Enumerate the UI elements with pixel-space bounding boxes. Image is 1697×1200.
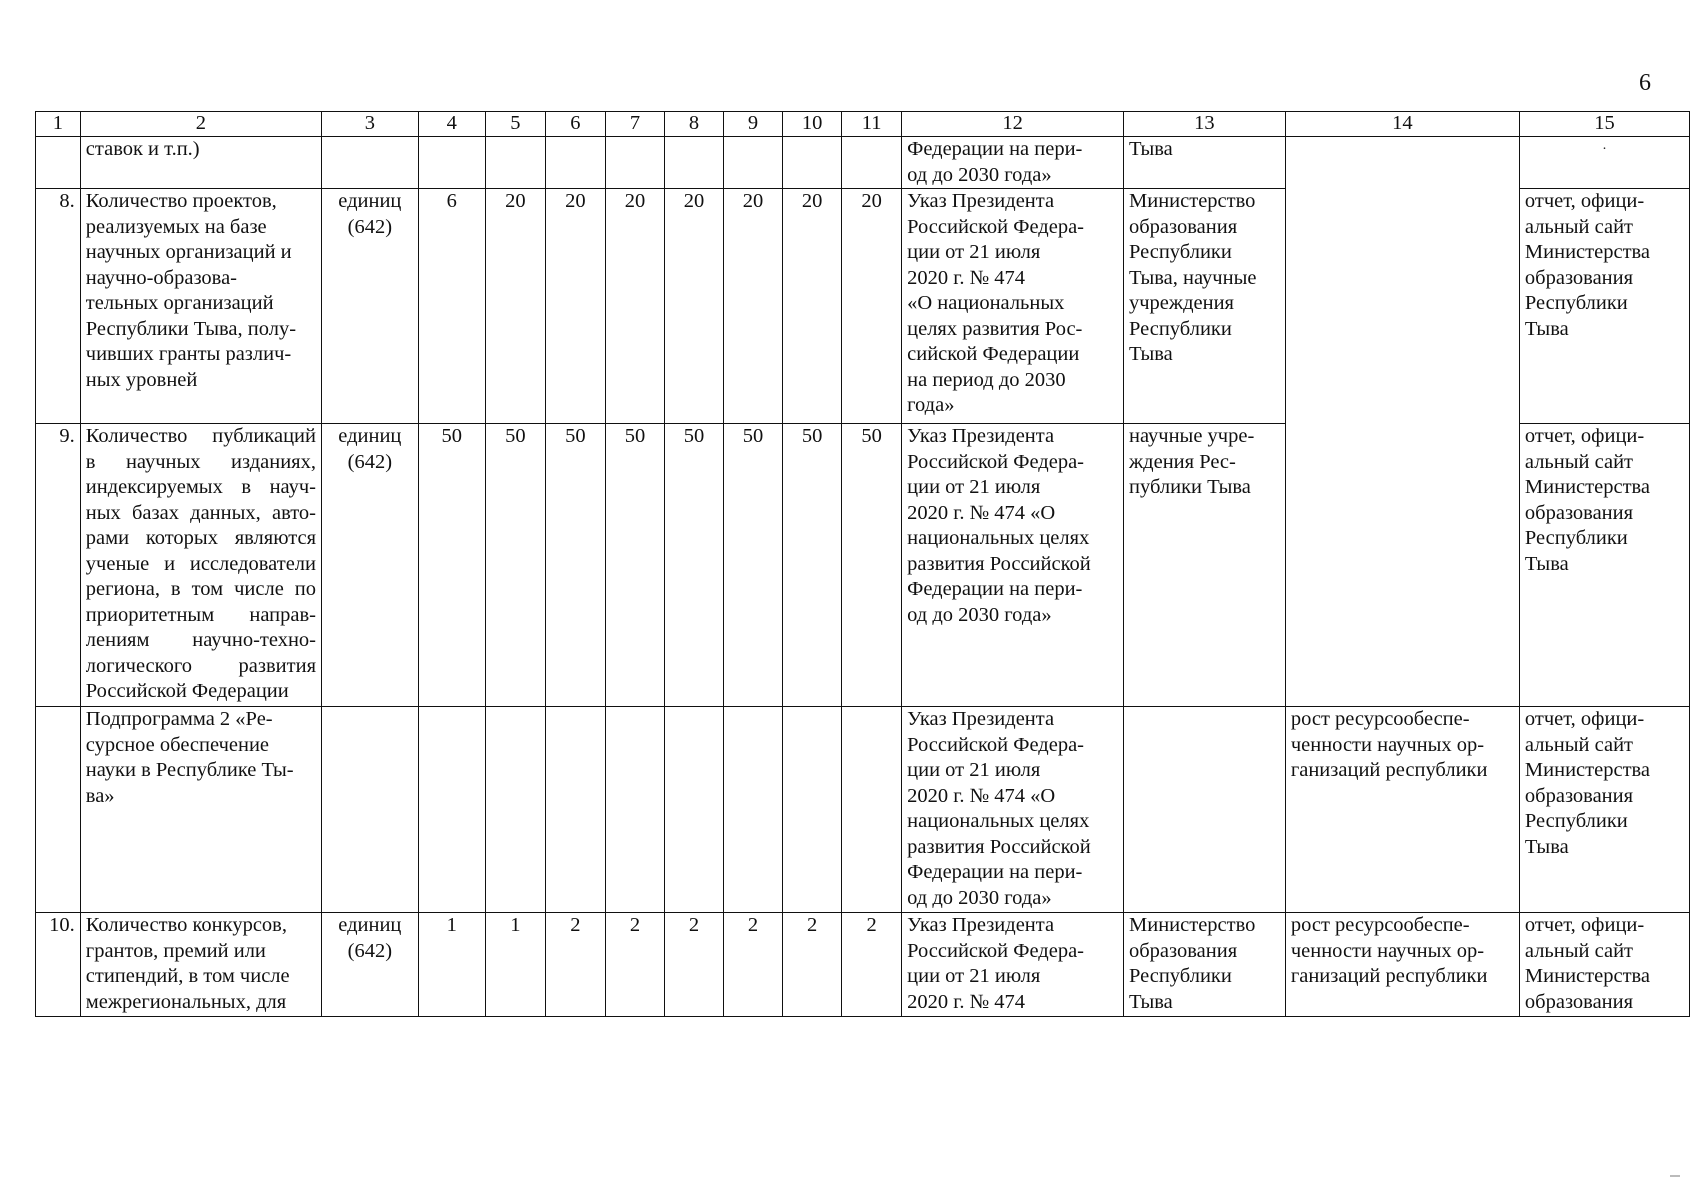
value-cell: 2 [783,913,842,1017]
text-line: Российской Федерации [85,680,289,702]
value-cell: 1 [418,913,485,1017]
text-line: развития Российской [907,835,1091,858]
text-line: альный сайт [1524,450,1633,473]
text-line: целях развития Рос- [907,317,1083,340]
text-line: од до 2030 года» [907,603,1052,626]
basis-cell [902,913,1124,1017]
value-cell: 2 [545,913,605,1017]
text-line: ученые и исследователи [85,552,316,575]
value-cell: 50 [485,424,545,707]
text-line: Указ Президента [907,708,1055,730]
text-line: чивших гранты различ- [85,343,292,365]
text-line: индексируемых в науч- [85,476,316,498]
text-line: ганизаций республики [1290,759,1488,781]
text-line: альный сайт [1524,215,1633,238]
indicator-name-cell [80,424,321,707]
header-cell: 7 [605,112,664,137]
text-line: образования [1524,501,1634,524]
value-cell [842,707,902,913]
value-cell [545,707,605,913]
text-line: Количество конкурсов, [85,914,287,936]
subprogram-row [36,707,1690,913]
text-line: отчет, офици- [1524,190,1645,212]
header-cell: 15 [1519,112,1689,137]
text-line: образования [1129,215,1238,238]
basis-cell [902,137,1124,189]
value-cell [724,137,783,189]
source-cell [1519,424,1689,707]
table-row-10 [36,913,1690,1017]
text-line: национальных целях [907,810,1090,832]
text-line: учреждения [1129,292,1234,314]
value-cell [783,707,842,913]
text-line: науки в Республике Ты- [85,759,294,781]
text-line: ных уровней [85,368,198,391]
responsible-cell [1124,137,1286,189]
value-cell [418,137,485,189]
unit-cell [322,913,419,1017]
text-line: Тыва [1129,343,1173,365]
text-line: ных базах данных, авто- [85,501,316,524]
header-cell: 2 [80,112,321,137]
text-line: од до 2030 года» [907,886,1052,909]
text-line: отчет, офици- [1524,425,1645,447]
basis-cell [902,707,1124,913]
value-cell [605,707,664,913]
text-line: публики Тыва [1129,476,1251,498]
text-line: ставок и т.п.) [85,138,200,160]
text-line: од до 2030 года» [907,163,1052,186]
text-line: научные учре- [1129,425,1255,447]
basis-cell [902,424,1124,707]
text-line: в научных изданиях, [85,450,316,473]
text-line: Российской Федера- [907,450,1085,473]
text-line: 2020 г. № 474 [907,990,1026,1013]
text-line: Тыва [1524,835,1569,858]
text-line: Тыва [1524,552,1569,575]
value-cell: 50 [418,424,485,707]
text-line: научно-образова- [85,266,238,289]
text-line: Российской Федера- [907,939,1085,962]
text-line: Министерства [1524,759,1651,781]
text-line: Министерства [1524,476,1651,498]
text-line: Тыва [1524,317,1569,340]
text-line: «О национальных [907,292,1065,314]
text-line: ции от 21 июля [907,241,1041,263]
page-number: 6 [1639,70,1651,96]
text-line: единиц [338,190,402,212]
text-line: (642) [347,450,393,473]
text-line: 2020 г. № 474 [907,266,1026,289]
text-line: Республики [1129,317,1232,340]
text-line: сийской Федерации [907,343,1080,365]
result-cell [1285,913,1519,1017]
source-cell [1519,189,1689,424]
text-line: стипендий, в том числе [85,965,290,987]
text-line: Министерства [1524,241,1651,263]
text-line: Министерство [1129,190,1256,212]
scan-artifact [1670,1175,1680,1177]
text-line: Количество публикаций [85,425,316,447]
value-cell [485,707,545,913]
value-cell: 2 [605,913,664,1017]
text-line: ции от 21 июля [907,476,1041,498]
value-cell [664,707,723,913]
source-cell [1519,913,1689,1017]
text-line: Российской Федера- [907,215,1085,238]
text-line: образования [1524,784,1634,807]
header-cell: 14 [1285,112,1519,137]
row-number-cell [36,137,81,189]
value-cell [545,137,605,189]
source-cell [1519,707,1689,913]
text-line: Федерации на пери- [907,861,1083,883]
text-line: Указ Президента [907,190,1055,212]
text-line: ции от 21 июля [907,759,1041,781]
text-line: Тыва, научные [1129,266,1257,289]
header-row [36,112,1690,137]
unit-cell [322,137,419,189]
text-line: Количество проектов, [85,190,277,212]
header-cell: 4 [418,112,485,137]
value-cell: 20 [842,189,902,424]
text-line: образования [1524,266,1634,289]
header-cell: 9 [724,112,783,137]
text-line: ждения Рес- [1129,450,1236,473]
text-line: Республики [1129,241,1232,263]
value-cell: 1 [485,913,545,1017]
row-number-cell: 8. [36,189,81,424]
text-line: единиц [338,914,402,936]
text-line: альный сайт [1524,939,1633,962]
text-line: на период до 2030 [907,368,1066,391]
stray-mark: . [1602,138,1607,153]
value-cell: 2 [724,913,783,1017]
value-cell [842,137,902,189]
text-line: межрегиональных, для [85,990,287,1013]
text-line: Республики [1524,292,1628,314]
header-cell: 3 [322,112,419,137]
value-cell [783,137,842,189]
unit-cell [322,707,419,913]
text-line: альный сайт [1524,733,1633,756]
text-line: рами которых являются [85,527,316,549]
text-line: 2020 г. № 474 «О [907,784,1056,807]
text-line: Указ Президента [907,425,1055,447]
value-cell [605,137,664,189]
text-line: Российской Федера- [907,733,1085,756]
text-line: ва» [85,784,115,807]
text-line: реализуемых на базе [85,215,267,238]
value-cell: 20 [724,189,783,424]
text-line: Тыва [1129,138,1173,160]
text-line: Республики Тыва, полу- [85,317,297,340]
unit-cell [322,189,419,424]
text-line: образования [1129,939,1238,962]
header-cell: 12 [902,112,1124,137]
value-cell: 20 [545,189,605,424]
value-cell: 2 [842,913,902,1017]
text-line: приоритетным направ- [85,603,316,626]
row-number-cell: 10. [36,913,81,1017]
header-cell: 6 [545,112,605,137]
value-cell: 50 [842,424,902,707]
result-cell [1285,707,1519,913]
text-line: Указ Президента [907,914,1055,936]
text-line: единиц [338,425,402,447]
text-line: логического развития [85,654,316,677]
value-cell: 20 [664,189,723,424]
value-cell [664,137,723,189]
text-line: Республики [1524,527,1628,549]
text-line: ченности научных ор- [1290,939,1485,962]
text-line: Подпрограмма 2 «Ре- [85,708,273,730]
value-cell [485,137,545,189]
text-line: национальных целях [907,527,1090,549]
indicator-name-cell [80,913,321,1017]
unit-cell [322,424,419,707]
subprogram-title-cell [80,707,321,913]
text-line: сурсное обеспечение [85,733,270,756]
text-line: (642) [347,215,393,238]
row-number-cell: 9. [36,424,81,707]
value-cell: 20 [485,189,545,424]
header-cell: 1 [36,112,81,137]
text-line: Республики [1524,810,1628,832]
value-cell [418,707,485,913]
value-cell: 50 [724,424,783,707]
text-line: образования [1524,990,1634,1013]
text-line: отчет, офици- [1524,914,1645,936]
indicator-name-cell [80,137,321,189]
text-line: грантов, премий или [85,939,266,962]
header-cell: 10 [783,112,842,137]
text-line: лениям научно-техно- [85,629,316,651]
responsible-cell [1124,189,1286,424]
result-cell-merged [1285,137,1519,707]
text-line: Тыва [1129,990,1173,1013]
header-cell: 11 [842,112,902,137]
responsible-cell [1124,424,1286,707]
text-line: региона, в том числе по [85,578,316,600]
text-line: Министерство [1129,914,1256,936]
row-number-cell [36,707,81,913]
text-line: отчет, офици- [1524,708,1645,730]
header-cell: 13 [1124,112,1286,137]
text-line: ции от 21 июля [907,965,1041,987]
value-cell: 20 [605,189,664,424]
text-line: развития Российской [907,552,1091,575]
value-cell: 6 [418,189,485,424]
text-line: ганизаций республики [1290,965,1488,987]
value-cell: 50 [605,424,664,707]
indicators-table [35,111,1690,1017]
value-cell [724,707,783,913]
text-line: Федерации на пери- [907,578,1083,600]
source-cell [1519,137,1689,189]
responsible-cell [1124,707,1286,913]
value-cell: 50 [664,424,723,707]
text-line: Республики [1129,965,1232,987]
text-line: Министерства [1524,965,1651,987]
text-line: Федерации на пери- [907,138,1083,160]
text-line: года» [907,394,955,416]
header-cell: 8 [664,112,723,137]
value-cell: 50 [545,424,605,707]
responsible-cell [1124,913,1286,1017]
text-line: рост ресурсообеспе- [1290,914,1470,936]
indicator-name-cell [80,189,321,424]
value-cell: 20 [783,189,842,424]
text-line: тельных организаций [85,292,274,314]
continuation-row [36,137,1690,189]
value-cell: 50 [783,424,842,707]
text-line: 2020 г. № 474 «О [907,501,1056,524]
text-line: (642) [347,939,393,962]
text-line: ченности научных ор- [1290,733,1485,756]
value-cell: 2 [664,913,723,1017]
basis-cell [902,189,1124,424]
text-line: рост ресурсообеспе- [1290,708,1470,730]
text-line: научных организаций и [85,241,292,263]
header-cell: 5 [485,112,545,137]
